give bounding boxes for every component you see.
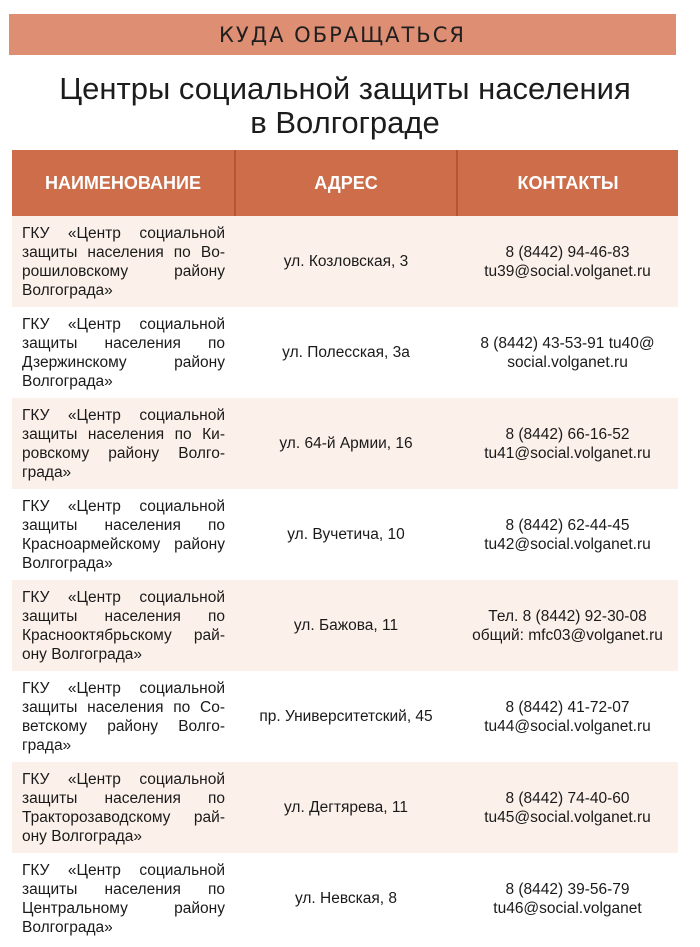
- center-contacts: [457, 762, 678, 853]
- contact-phone: 8 (8442) 39-56-79: [505, 880, 630, 898]
- page-title: [0, 72, 690, 140]
- table-header-row: [12, 150, 678, 216]
- contact-phone: 8 (8442) 62-44-45: [505, 516, 630, 534]
- center-contacts: [457, 398, 678, 489]
- header-address: АДРЕС: [235, 150, 457, 216]
- title-line-2: в Волгограде: [250, 105, 440, 140]
- table-row: [12, 762, 678, 853]
- contact-phone: 8 (8442) 66-16-52: [505, 425, 630, 443]
- center-name: ГКУ «Центр социальной защиты населения по Ворошиловскому району Волгограда»: [12, 216, 235, 307]
- center-address: пр. Университетский, 45: [235, 671, 457, 762]
- center-address: ул. Невская, 8: [235, 853, 457, 944]
- center-address: ул. Козловская, 3: [235, 216, 457, 307]
- table-row: [12, 853, 678, 944]
- center-contacts: [457, 216, 678, 307]
- center-contacts: [457, 671, 678, 762]
- center-contacts: [457, 580, 678, 671]
- table-row: [12, 307, 678, 398]
- center-address: ул. Дегтярева, 11: [235, 762, 457, 853]
- contact-email[interactable]: tu46@social.volganet: [493, 899, 642, 917]
- contact-email[interactable]: tu41@social.volganet.ru: [484, 444, 651, 462]
- header-name: НАИМЕНОВАНИЕ: [12, 150, 235, 216]
- header-contacts: КОНТАКТЫ: [457, 150, 678, 216]
- contact-email[interactable]: tu44@social.volganet.ru: [484, 717, 651, 735]
- contact-phone: Тел. 8 (8442) 92-30-08: [488, 607, 647, 625]
- table-row: [12, 580, 678, 671]
- center-address: ул. 64-й Армии, 16: [235, 398, 457, 489]
- center-address: ул. Полесская, 3а: [235, 307, 457, 398]
- contact-email[interactable]: tu45@social.volganet.ru: [484, 808, 651, 826]
- center-name: ГКУ «Центр социальной защиты населения по Центральному району Волгограда»: [12, 853, 235, 944]
- center-contacts: [457, 307, 678, 398]
- table-row: [12, 671, 678, 762]
- contact-email[interactable]: tu42@social.volganet.ru: [484, 535, 651, 553]
- centers-table: [12, 150, 678, 944]
- center-contacts: [457, 489, 678, 580]
- title-line-1: Центры социальной защиты населения: [59, 71, 631, 106]
- contact-phone: 8 (8442) 94-46-83: [505, 243, 630, 261]
- contact-phone: 8 (8442) 43-53-91 tu40@: [480, 334, 655, 352]
- contact-phone: 8 (8442) 74-40-60: [505, 789, 630, 807]
- table-row: [12, 489, 678, 580]
- contact-email[interactable]: social.volganet.ru: [507, 353, 628, 371]
- contact-email[interactable]: tu39@social.volganet.ru: [484, 262, 651, 280]
- center-name: ГКУ «Центр социальной защиты населения по Дзержинскому району Волгограда»: [12, 307, 235, 398]
- center-name: ГКУ «Центр социальной защиты населения по Советскому району Волгограда»: [12, 671, 235, 762]
- contact-phone: 8 (8442) 41-72-07: [505, 698, 630, 716]
- banner-text: КУДА ОБРАЩАТЬСЯ: [219, 22, 466, 47]
- center-name: ГКУ «Центр социальной защиты населения по Кировскому району Волгограда»: [12, 398, 235, 489]
- table-row: [12, 398, 678, 489]
- center-name: ГКУ «Центр социальной защиты населения по Красноармейскому району Волгограда»: [12, 489, 235, 580]
- center-address: ул. Бажова, 11: [235, 580, 457, 671]
- contact-email[interactable]: общий: mfc03@volganet.ru: [472, 626, 663, 644]
- table-row: [12, 216, 678, 307]
- center-name: ГКУ «Центр социальной защиты населения по Краснооктябрьскому району Волгограда»: [12, 580, 235, 671]
- section-banner: [9, 14, 676, 55]
- center-contacts: [457, 853, 678, 944]
- center-name: ГКУ «Центр социальной защиты населения по Тракторозаводскому району Волгограда»: [12, 762, 235, 853]
- center-address: ул. Вучетича, 10: [235, 489, 457, 580]
